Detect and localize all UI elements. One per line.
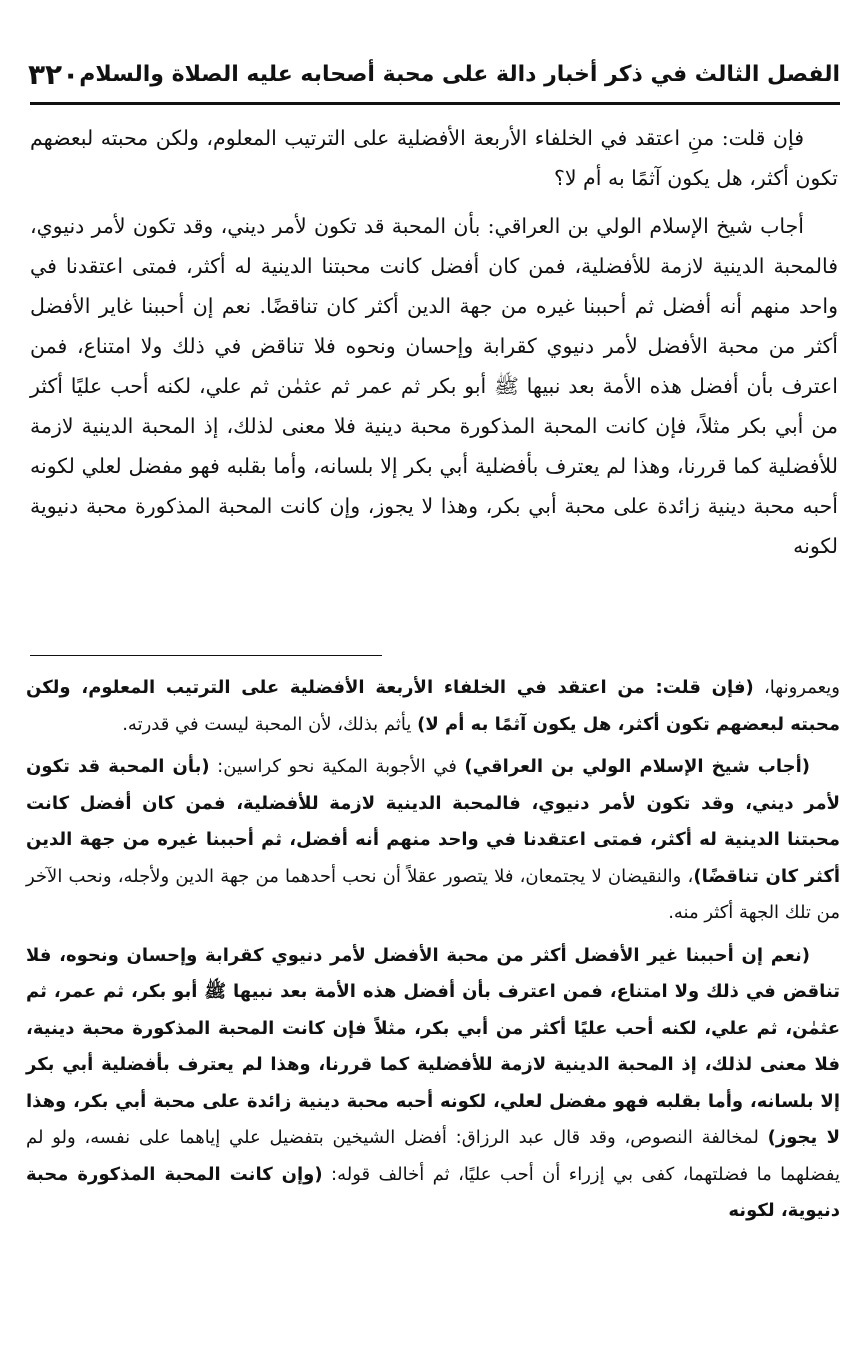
commentary-section <box>26 670 840 1350</box>
page-number: ٣٢٠ <box>27 57 80 91</box>
commentary-quote: (وإن كانت المحبة المذكورة محبة دنيوية، لكونه <box>26 1163 840 1221</box>
footnote-divider <box>30 655 382 656</box>
commentary-quote: (بأن المحبة قد تكون لأمر ديني، وقد تكون لأمر دنيوي، فالمحبة الدينية لازمة للأفضلية، فمن كان أفضل كانت محبتنا الدينية له أكثر، فمتى اعتقدنا في واحد منهم أنه أفضل، ثم أحببنا غيره من جهة الدين أكثر كان تناقضًا) <box>26 756 840 887</box>
main-paragraph-question: فإن قلت: منِ اعتقد في الخلفاء الأربعة الأفضلية على الترتيب المعلوم، ولكن محبته لبعضهم تكون أكثر، هل يكون آثمًا به أم لا؟ <box>30 126 838 190</box>
chapter-title: الفصل الثالث في ذكر أخبار دالة على محبة أصحابه عليه الصلاة والسلام <box>79 61 840 87</box>
commentary-quote: (فإن قلت: من اعتقد في الخلفاء الأربعة الأفضلية على الترتيب المعلوم، ولكن محبته لبعضهم تكون أكثر، هل يكون آثمًا به أم لا) <box>26 677 840 735</box>
commentary-paragraph-1 <box>26 670 840 743</box>
commentary-text: ويعمرونها، <box>753 677 840 698</box>
page-header <box>27 52 840 96</box>
commentary-text: لمخالفة النصوص، وقد قال عبد الرزاق: أفضل الشيخين بتفضيل علي إياهما على نفسه، ولو لم يفضلهما ما فضلتهما، كفى بي إزراء أن أحب عليًا، ثم أخالف قوله: <box>26 1127 840 1185</box>
commentary-paragraph-2 <box>26 749 840 932</box>
commentary-text: يأثم بذلك، لأن المحبة ليست في قدرته. <box>122 713 418 735</box>
commentary-quote: (أجاب شيخ الإسلام الولي بن العراقي) <box>464 756 810 777</box>
commentary-quote: (نعم إن أحببنا غير الأفضل أكثر من محبة الأفضل لأمر دنيوي كقرابة وإحسان ونحوه، فلا تناقض في ذلك ولا امتناع، فمن اعترف بأن أفضل هذه الأمة بعد نبيها ﷺ أبو بكر، ثم عمر، ثم عثمٰن، ثم علي، لكنه أحب عليًا أكثر من أبي بكر، مثلاً فإن كانت المحبة المذكورة محبة دينية، فلا معنى لذلك، إذ المحبة الدينية لازمة للأفضلية كما قررنا، وهذا لم يعترف بأفضلية أبي بكر إلا بلسانه، وأما بقلبه فهو مفضل لعلي، لكونه أحبه محبة دينية زائدة على محبة أبي بكر، وهذا لا يجوز) <box>26 944 840 1148</box>
commentary-text: في الأجوبة المكية نحو كراسين: <box>209 756 465 777</box>
commentary-paragraph-3 <box>26 938 840 1230</box>
main-paragraph-answer: أجاب شيخ الإسلام الولي بن العراقي: بأن المحبة قد تكون لأمر ديني، وقد تكون لأمر دنيوي، فالمحبة الدينية لازمة للأفضلية، فمن كان أفضل كانت محبتنا الدينية له أكثر، فمتى اعتقدنا في واحد منهم أنه أفضل ثم أحببنا غيره من جهة الدين أكثر كان تناقضًا. نعم إن أحببنا غاير الأفضل أكثر من محبة الأفضل لأمر دنيوي كقرابة وإحسان ونحوه فلا تناقض في ذلك ولا امتناع، فمن اعترف بأن أفضل هذه الأمة بعد نبيها ﷺ أبو بكر ثم عمر ثم عثمٰن ثم علي، لكنه أحب عليًا أكثر من أبي بكر مثلاً، فإن كانت المحبة المذكورة محبة دينية فلا معنى لذلك، إذ المحبة الدينية لازمة للأفضلية كما قررنا، وهذا لم يعترف بأفضلية أبي بكر إلا بلسانه، وأما بقلبه فهو مفضل لعلي لكونه أحبه محبة دينية زائدة على محبة أبي بكر، وهذا لا يجوز، وإن كانت المحبة المذكورة محبة دنيوية لكونه <box>30 214 838 558</box>
header-divider <box>30 102 840 105</box>
main-text <box>30 118 838 636</box>
commentary-text: ، والنقيضان لا يجتمعان، فلا يتصور عقلاً أن نحب أحدهما من جهة الدين ولأجله، ونحب الآخر من تلك الجهة أكثر منه. <box>26 865 840 923</box>
